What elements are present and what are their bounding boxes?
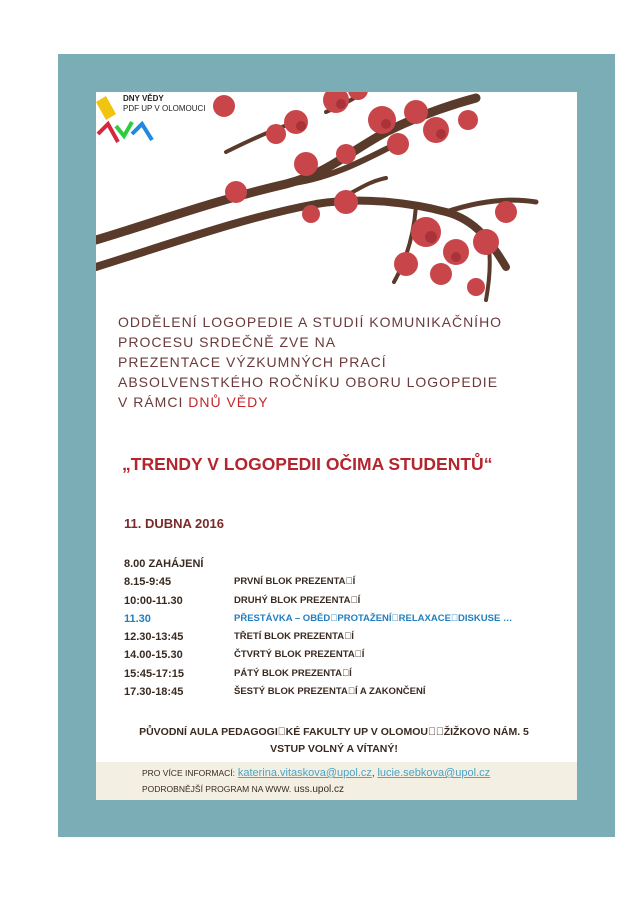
event-date: 11. DUBNA 2016 [124, 516, 224, 531]
email-link-sebkova[interactable]: lucie.sebkova@upol.cz [377, 767, 491, 779]
schedule-row [124, 595, 564, 613]
footer-info [96, 762, 577, 800]
schedule-label: PRVNÍ BLOK PREZENTA Í [234, 576, 356, 588]
schedule-label: TŘETÍ BLOK PREZENTA Í [234, 631, 354, 643]
poster-card [96, 92, 577, 800]
entry-text: VSTUP VOLNÝ A VÍTANÝ! [270, 743, 398, 755]
invitation-text [118, 312, 502, 412]
schedule-time: 15:45-17:15 [124, 667, 184, 680]
schedule-label: ŠESTÝ BLOK PREZENTA Í A ZAKONČENÍ [234, 686, 426, 698]
intro-highlight: DNŮ VĚDY [188, 394, 269, 410]
event-title: „TRENDY V LOGOPEDII OČIMA STUDENTŮ“ [122, 454, 493, 474]
program-url[interactable]: uss.upol.cz [294, 784, 345, 795]
schedule-time: 8.00 ZAHÁJENÍ [124, 558, 204, 570]
schedule-row [124, 668, 564, 686]
intro-line: PREZENTACE VÝZKUMNÝCH PRACÍ [118, 354, 387, 370]
schedule-time: 14.00-15.30 [124, 649, 183, 662]
schedule-label: ČTVRTÝ BLOK PREZENTA Í [234, 649, 365, 661]
schedule-row [124, 631, 564, 649]
schedule-row-break [124, 613, 564, 631]
venue-text: PŮVODNÍ AULA PEDAGOGI KÉ FAKULTY UP V OLOMOU  ŽIŽKOVO NÁM. 5 [139, 726, 529, 738]
schedule-time: 12.30-13:45 [124, 631, 184, 644]
program-line [142, 784, 344, 795]
schedule [124, 558, 564, 704]
intro-line: PROCESU SRDEČNĚ ZVE NA [118, 334, 337, 350]
logo-caption [123, 94, 206, 114]
contact-line [142, 767, 490, 779]
intro-prefix: V RÁMCI [118, 394, 189, 410]
schedule-time: 17.30-18:45 [124, 686, 184, 699]
blossom-branch-illustration [96, 92, 577, 307]
schedule-label: DRUHÝ BLOK PREZENTA Í [234, 594, 361, 606]
email-link-vitaskova[interactable]: katerina.vitaskova@upol.cz [237, 767, 372, 779]
contact-label: PRO VÍCE INFORMACÍ: [142, 768, 236, 778]
logo-title: DNY VĚDY [123, 94, 164, 103]
intro-line: ODDĚLENÍ LOGOPEDIE A STUDIÍ KOMUNIKAČNÍHO [118, 314, 503, 330]
program-label: PODROBNĚJŠÍ PROGRAM NA WWW. [142, 784, 292, 794]
schedule-row [124, 649, 564, 667]
schedule-label: PŘESTÁVKA – OBĚD PROTAŽENÍ RELAXACE DISKUSE … [234, 612, 513, 624]
email-separator: , [371, 768, 375, 779]
schedule-time: 10:00-11.30 [124, 594, 183, 607]
schedule-label: PÁTÝ BLOK PREZENTA Í [234, 667, 352, 679]
intro-line [118, 392, 502, 412]
intro-line: ABSOLVENSTKÉHO ROČNÍKU OBORU LOGOPEDIE [118, 374, 499, 390]
logo-subtitle: PDF UP V OLOMOUCI [123, 104, 206, 113]
schedule-row [124, 558, 564, 576]
schedule-row [124, 576, 564, 594]
schedule-row [124, 686, 564, 704]
schedule-time: 8.15-9:45 [124, 576, 172, 589]
schedule-time: 11.30 [124, 612, 151, 625]
